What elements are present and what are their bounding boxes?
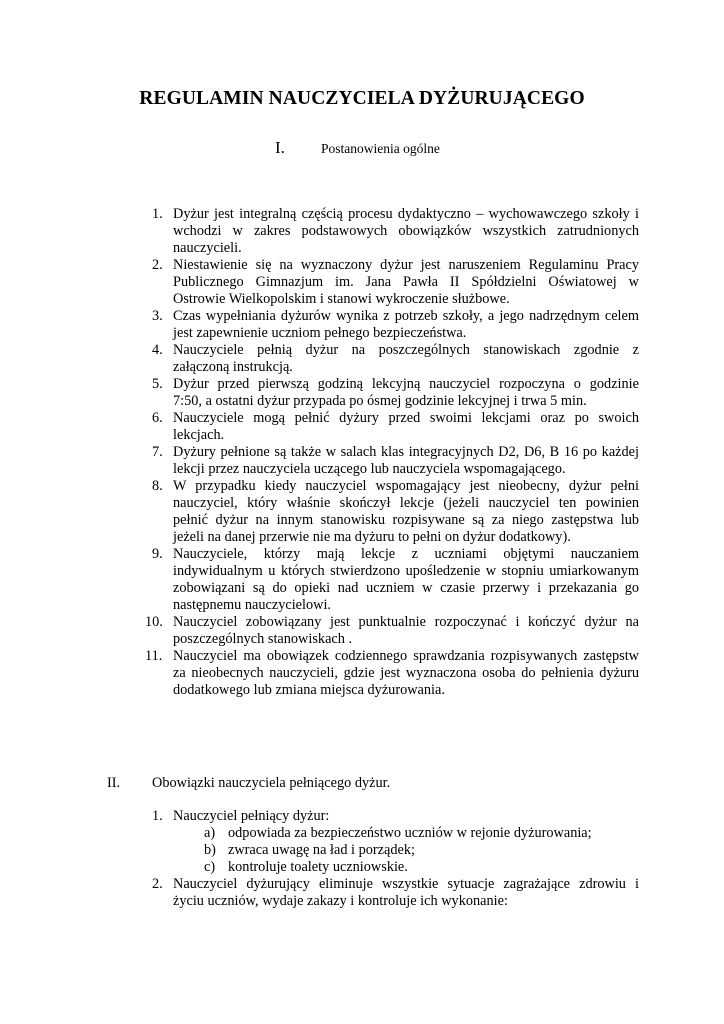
list-item-line: Czas wypełniania dyżurów wynika z potrzeb szkoły, a jego nadrzędnym celem [173, 308, 639, 324]
list-item [0, 257, 639, 308]
sub-list-item-text: odpowiada za bezpieczeństwo uczniów w rejonie dyżurowania; [228, 825, 592, 841]
list-item-line: indywidualnym u których stwierdzono upośledzenie w stopniu umiarkowanym [173, 563, 639, 579]
list-item [0, 342, 639, 376]
list-item-line: lekcjach. [173, 427, 225, 443]
list-item-number: 9. [152, 546, 163, 562]
list-item [0, 308, 639, 342]
list-item [0, 808, 639, 876]
sub-list-item-letter: b) [204, 842, 216, 858]
list-item-number: 1. [152, 206, 163, 222]
list-item [0, 376, 639, 410]
sub-list-item [173, 859, 639, 876]
sub-list-item-letter: c) [204, 859, 216, 875]
sub-list-item-text: zwraca uwagę na ład i porządek; [228, 842, 415, 858]
list-item-line: Niestawienie się na wyznaczony dyżur jest naruszeniem Regulaminu Pracy [173, 257, 639, 273]
section-2-title: Obowiązki nauczyciela pełniącego dyżur. [152, 775, 391, 791]
list-item-line: Nauczyciele mogą pełnić dyżury przed swoimi lekcjami oraz po swoich [173, 410, 639, 426]
list-item [0, 648, 639, 699]
sub-list-item [173, 842, 639, 859]
list-item-line: Nauczyciel dyżurujący eliminuje wszystkie sytuacje zagrażające zdrowiu i [173, 876, 639, 892]
list-item-line: Nauczyciel pełniący dyżur: [173, 808, 330, 824]
list-item-line: Dyżur przed pierwszą godziną lekcyjną nauczyciel rozpoczyna o godzinie [173, 376, 639, 392]
list-item-number: 2. [152, 876, 163, 892]
list-item-number: 8. [152, 478, 163, 494]
list-item-line: Nauczyciele, którzy mają lekcje z uczniami objętymi nauczaniem [173, 546, 639, 562]
section-1-number: I. [275, 138, 285, 157]
list-item-line: następnemu nauczycielowi. [173, 597, 331, 613]
list-item-line: pełnić dyżur na innym stanowisku rozpisywane są za niego zastępstwa lub [173, 512, 639, 528]
list-item [0, 614, 639, 648]
document-title: REGULAMIN NAUCZYCIELA DYŻURUJĄCEGO [139, 88, 585, 109]
list-item [0, 478, 639, 546]
list-item [0, 546, 639, 614]
list-item [0, 876, 639, 910]
list-item-number: 6. [152, 410, 163, 426]
list-item-line: W przypadku kiedy nauczyciel wspomagający jest nieobecny, dyżur pełni [173, 478, 639, 494]
list-item-line: nauczycieli. [173, 240, 242, 256]
list-item-line: Dyżur jest integralną częścią procesu dydaktyczno – wychowawczego szkoły i [173, 206, 639, 222]
list-item-line: 7:50, a ostatni dyżur przypada po ósmej godzinie lekcyjnej i trwa 5 min. [173, 393, 587, 409]
list-item [0, 206, 639, 257]
list-item-number: 7. [152, 444, 163, 460]
list-item-number: 3. [152, 308, 163, 324]
list-item-line: jeżeli na danej przerwie nie ma dyżuru to pełni on dyżur dodatkowy). [173, 529, 571, 545]
list-item-number: 1. [152, 808, 163, 824]
section-1-heading [275, 138, 440, 158]
sub-list-item-letter: a) [204, 825, 216, 841]
section-2-list [0, 808, 639, 910]
list-item-line: Ostrowie Wielkopolskim i stanowi wykroczenie służbowe. [173, 291, 510, 307]
list-item-line: lekcji przez nauczyciela uczącego lub nauczyciela wspomagającego. [173, 461, 566, 477]
section-1-title: Postanowienia ogólne [321, 141, 440, 156]
sub-list [173, 825, 639, 876]
sub-list-item-text: kontroluje toalety uczniowskie. [228, 859, 408, 875]
list-item-line: Nauczyciele pełnią dyżur na poszczególnych stanowiskach zgodnie z [173, 342, 639, 358]
list-item-line: nauczyciel, który właśnie skończył lekcje (jeżeli nauczyciel ten powinien [173, 495, 639, 511]
section-2-heading [107, 775, 390, 792]
list-item-line: Publicznego Gimnazjum im. Jana Pawła II Spółdzielni Oświatowej w [173, 274, 639, 290]
list-item-line: za nieobecnych nauczycieli, gdzie jest wyznaczona osoba do pełnienia dyżuru [173, 665, 639, 681]
list-item-line: zobowiązani są do opieki nad uczniem w czasie przerwy i przekazania go [173, 580, 639, 596]
list-item-number: 4. [152, 342, 163, 358]
list-item-line: Nauczyciel ma obowiązek codziennego sprawdzania rozpisywanych zastępstw [173, 648, 639, 664]
list-item-number: 2. [152, 257, 163, 273]
list-item-line: dodatkowego lub zmiana miejsca dyżurowania. [173, 682, 445, 698]
list-item-number: 10. [145, 614, 163, 630]
list-item [0, 444, 639, 478]
section-2-number: II. [107, 775, 121, 791]
list-item-number: 11. [145, 648, 163, 664]
sub-list-item [173, 825, 639, 842]
list-item-line: poszczególnych stanowiskach . [173, 631, 353, 647]
section-1-list [0, 206, 639, 699]
list-item-number: 5. [152, 376, 163, 392]
list-item-line: Dyżury pełnione są także w salach klas integracyjnych D2, D6, B 16 po każdej [173, 444, 639, 460]
list-item-line: załączoną instrukcją. [173, 359, 293, 375]
list-item-line: Nauczyciel zobowiązany jest punktualnie rozpoczynać i kończyć dyżur na [173, 614, 639, 630]
list-item-line: wchodzi w zakres podstawowych obowiązków wszystkich zatrudnionych [173, 223, 639, 239]
list-item-line: jest zapewnienie uczniom pełnego bezpieczeństwa. [173, 325, 467, 341]
list-item-line: życiu uczniów, wydaje zakazy i kontroluje ich wykonanie: [173, 893, 508, 909]
list-item [0, 410, 639, 444]
